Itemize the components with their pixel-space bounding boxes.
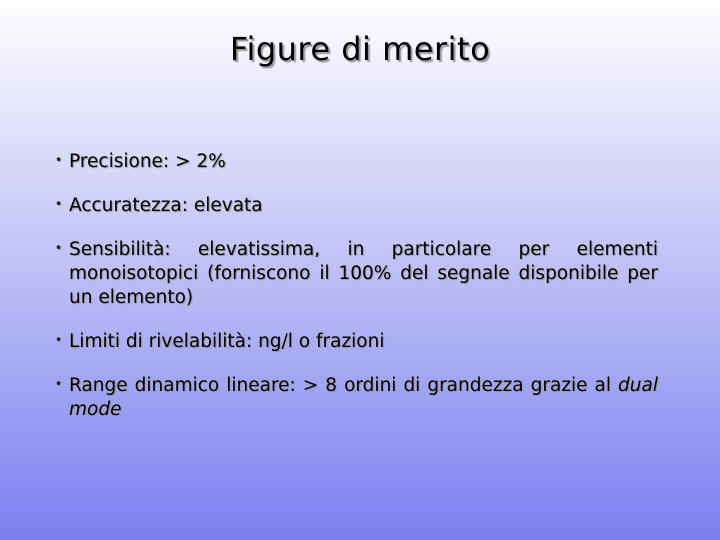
bullet-text: Sensibilità: elevatissima, in particolare per elementi monoisotopici (forniscono il 100% del segnale disponibile per un elemento): [69, 239, 658, 308]
bullet-item: [55, 238, 658, 310]
bullet-item: [55, 374, 658, 422]
bullet-text: Precisione: > 2%: [69, 151, 226, 172]
bullet-text-italic: dual mode: [69, 375, 658, 420]
bullet-text: Limiti di rivelabilità: ng/l o frazioni: [69, 331, 385, 352]
bullet-item: [55, 194, 658, 218]
slide-title: Figure di merito: [229, 30, 491, 68]
bullet-text: Range dinamico lineare: > 8 ordini di grandezza grazie al: [69, 375, 619, 396]
bullet-item: [55, 150, 658, 174]
bullet-marker: •: [55, 377, 63, 391]
bullet-list: [55, 150, 658, 422]
bullet-marker: •: [55, 153, 63, 167]
bullet-marker: •: [55, 197, 63, 211]
bullet-item: [55, 330, 658, 354]
bullet-text: Accuratezza: elevata: [69, 195, 263, 216]
bullet-marker: •: [55, 241, 63, 255]
bullet-marker: •: [55, 333, 63, 347]
